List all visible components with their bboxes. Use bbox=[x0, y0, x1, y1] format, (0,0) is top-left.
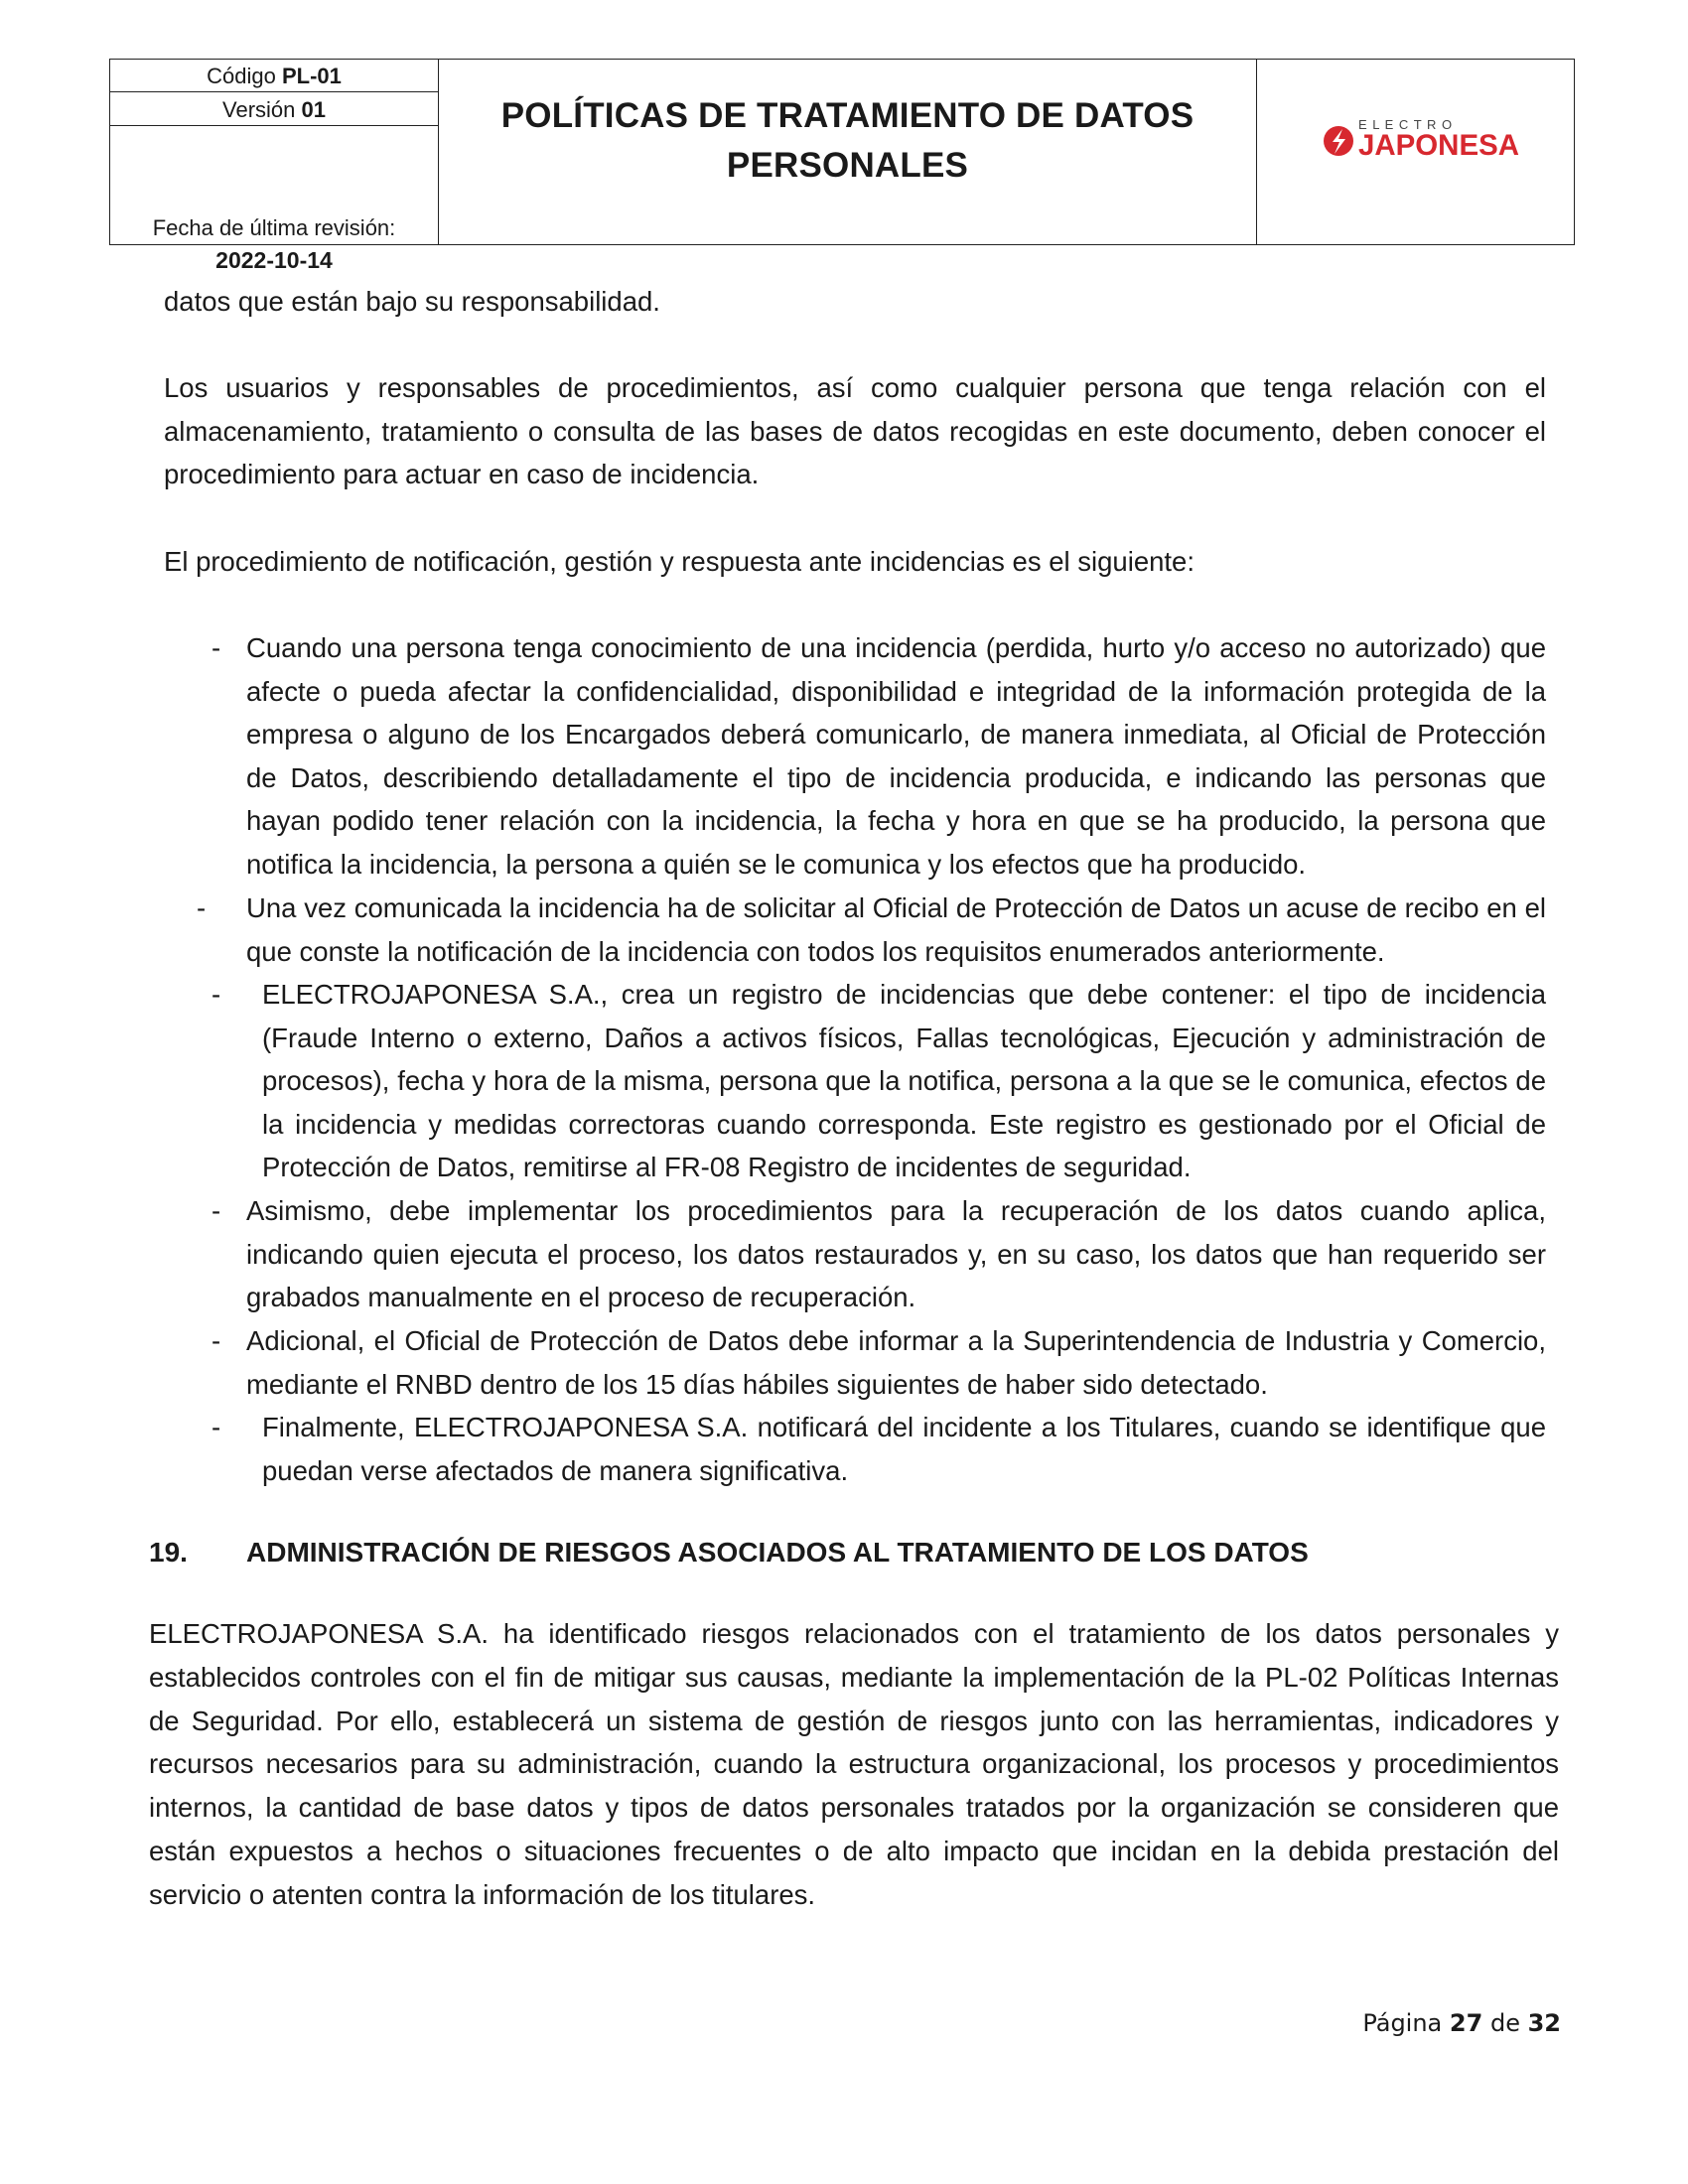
list-item: Una vez comunicada la incidencia ha de solicitar al Oficial de Protección de Datos un acuse de recibo en el que conste la notificación de la incidencia con todos los requisitos enumerados anteriormente. bbox=[246, 892, 1546, 967]
header-title-cell bbox=[439, 60, 1257, 244]
version-label: Versión bbox=[222, 97, 296, 122]
bullet-marker: - bbox=[211, 1195, 221, 1226]
list-item: Cuando una persona tenga conocimiento de una incidencia (perdida, hurto y/o acceso no autorizado) que afecte o pueda afectar la confidencialidad, disponibilidad e integridad de la información protegida de la empresa o alguno de los Encargados deberá comunicarlo, de manera inmediata, al Oficial de Protección de Datos, describiendo detalladamente el tipo de incidencia producida, e indicando las personas que hayan podido tener relación con la incidencia, la fecha y hora en que se ha producido, la persona que notifica la incidencia, la persona a quién se le comunica y los efectos que ha producido. bbox=[246, 632, 1546, 880]
page-current: 27 bbox=[1449, 2009, 1483, 2037]
electrojaponesa-logo bbox=[1319, 109, 1527, 169]
logo-small-text: E L E C T R O bbox=[1358, 117, 1454, 132]
paragraph-4: ELECTROJAPONESA S.A. ha identificado riesgos relacionados con el tratamiento de los datos personales y establecidos controles con el fin de mitigar sus causas, mediante la implementación de la PL-02 Políticas Internas de Seguridad. Por ello, establecerá un sistema de gestión de riesgos junto con las herramientas, indicadores y recursos necesarios para su administración, cuando la estructura organizacional, los procesos y procedimientos internos, la cantidad de base datos y tipos de datos personales tratados por la organización se consideren que están expuestos a hechos o situaciones frecuentes o de alto impacto que incidan en la debida prestación del servicio o atenten contra la información de los titulares. bbox=[149, 1618, 1559, 1910]
codigo-value: PL-01 bbox=[281, 64, 342, 88]
title-line-2: PERSONALES bbox=[726, 146, 969, 185]
header-logo-cell bbox=[1257, 60, 1574, 244]
page-number bbox=[1362, 2009, 1561, 2037]
list-item: Asimismo, debe implementar los procedimientos para la recuperación de los datos cuando aplica, indicando quien ejecuta el proceso, los datos restaurados y, en su caso, los datos que han requerido ser grabados manualmente en el proceso de recuperación. bbox=[246, 1195, 1546, 1313]
title-line-1: POLÍTICAS DE TRATAMIENTO DE DATOS bbox=[500, 96, 1195, 135]
fecha-row bbox=[110, 126, 438, 273]
codigo-row bbox=[110, 60, 438, 92]
logo-brand-text: JAPONESA bbox=[1358, 129, 1519, 162]
page-label: Página bbox=[1362, 2009, 1443, 2037]
header-metadata-cell bbox=[110, 60, 439, 273]
bullet-marker: - bbox=[211, 632, 221, 663]
bullet-marker: - bbox=[197, 892, 207, 923]
section-heading: ADMINISTRACIÓN DE RIESGOS ASOCIADOS AL TRATAMIENTO DE LOS DATOS bbox=[246, 1537, 1309, 1568]
paragraph-3: El procedimiento de notificación, gestión y respuesta ante incidencias es el siguiente: bbox=[164, 546, 1195, 577]
bullet-marker: - bbox=[211, 1325, 221, 1356]
version-value: 01 bbox=[301, 97, 326, 122]
paragraph-2: Los usuarios y responsables de procedimientos, así como cualquier persona que tenga relación con el almacenamiento, tratamiento o consulta de las bases de datos recogidas en este documento, deben conocer el procedimiento para actuar en caso de incidencia. bbox=[164, 372, 1546, 490]
paragraph-1: datos que están bajo su responsabilidad. bbox=[164, 286, 660, 317]
document-header-table bbox=[109, 59, 1575, 273]
section-number: 19. bbox=[149, 1537, 188, 1568]
bullet-marker: - bbox=[211, 1412, 221, 1442]
fecha-value: 2022-10-14 bbox=[215, 247, 333, 273]
fecha-label: Fecha de última revisión: bbox=[152, 215, 396, 240]
page-of-label: de bbox=[1489, 2009, 1520, 2037]
page-total: 32 bbox=[1527, 2009, 1561, 2037]
list-item: Finalmente, ELECTROJAPONESA S.A. notificará del incidente a los Titulares, cuando se identifique que puedan verse afectados de manera significativa. bbox=[262, 1412, 1546, 1486]
document-title bbox=[439, 91, 1256, 191]
version-row bbox=[110, 92, 438, 126]
list-item: Adicional, el Oficial de Protección de Datos debe informar a la Superintendencia de Industria y Comercio, mediante el RNBD dentro de los 15 días hábiles siguientes de haber sido detectado. bbox=[246, 1325, 1546, 1400]
list-item: ELECTROJAPONESA S.A., crea un registro de incidencias que debe contener: el tipo de incidencia (Fraude Interno o externo, Daños a activos físicos, Fallas tecnológicas, Ejecución y administración de procesos), fecha y hora de la misma, persona que la notifica, persona a la que se le comunica, efectos de la incidencia y medidas correctoras cuando corresponda. Este registro es gestionado por el Oficial de Protección de Datos, remitirse al FR-08 Registro de incidentes de seguridad. bbox=[262, 979, 1546, 1183]
bullet-marker: - bbox=[211, 979, 221, 1010]
codigo-label: Código bbox=[207, 64, 276, 88]
